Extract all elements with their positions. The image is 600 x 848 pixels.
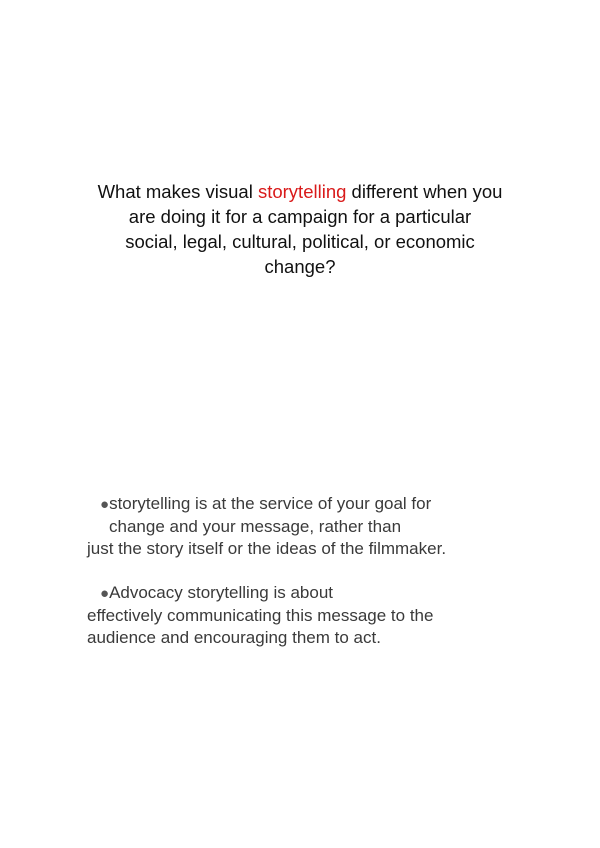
bullet-line: change and your message, rather than	[109, 517, 402, 536]
question-line-1	[60, 179, 540, 204]
bullet-icon: ●	[100, 496, 110, 513]
bullet-line: just the story itself or the ideas of the filmmaker.	[87, 539, 447, 558]
bullet-line	[87, 582, 547, 605]
bullet-text: storytelling is at the service of your goal for	[109, 494, 432, 513]
question-text-before: What makes visual	[97, 181, 258, 202]
question-heading	[60, 179, 540, 279]
bullet-icon: ●	[100, 585, 110, 602]
question-text-after: different when you	[346, 181, 503, 202]
bullet-item	[87, 493, 547, 560]
bullet-list	[87, 493, 547, 649]
bullet-line: effectively communicating this message to the	[87, 606, 434, 625]
question-line-2: are doing it for a campaign for a particular	[128, 206, 472, 227]
question-line-3: social, legal, cultural, political, or economic	[125, 231, 475, 252]
bullet-line: audience and encouraging them to act.	[87, 628, 381, 647]
highlighted-word: storytelling	[257, 181, 347, 202]
bullet-text: Advocacy storytelling is about	[109, 583, 334, 602]
question-line-4: change?	[264, 256, 336, 277]
bullet-item	[87, 582, 547, 649]
bullet-line	[87, 493, 547, 516]
